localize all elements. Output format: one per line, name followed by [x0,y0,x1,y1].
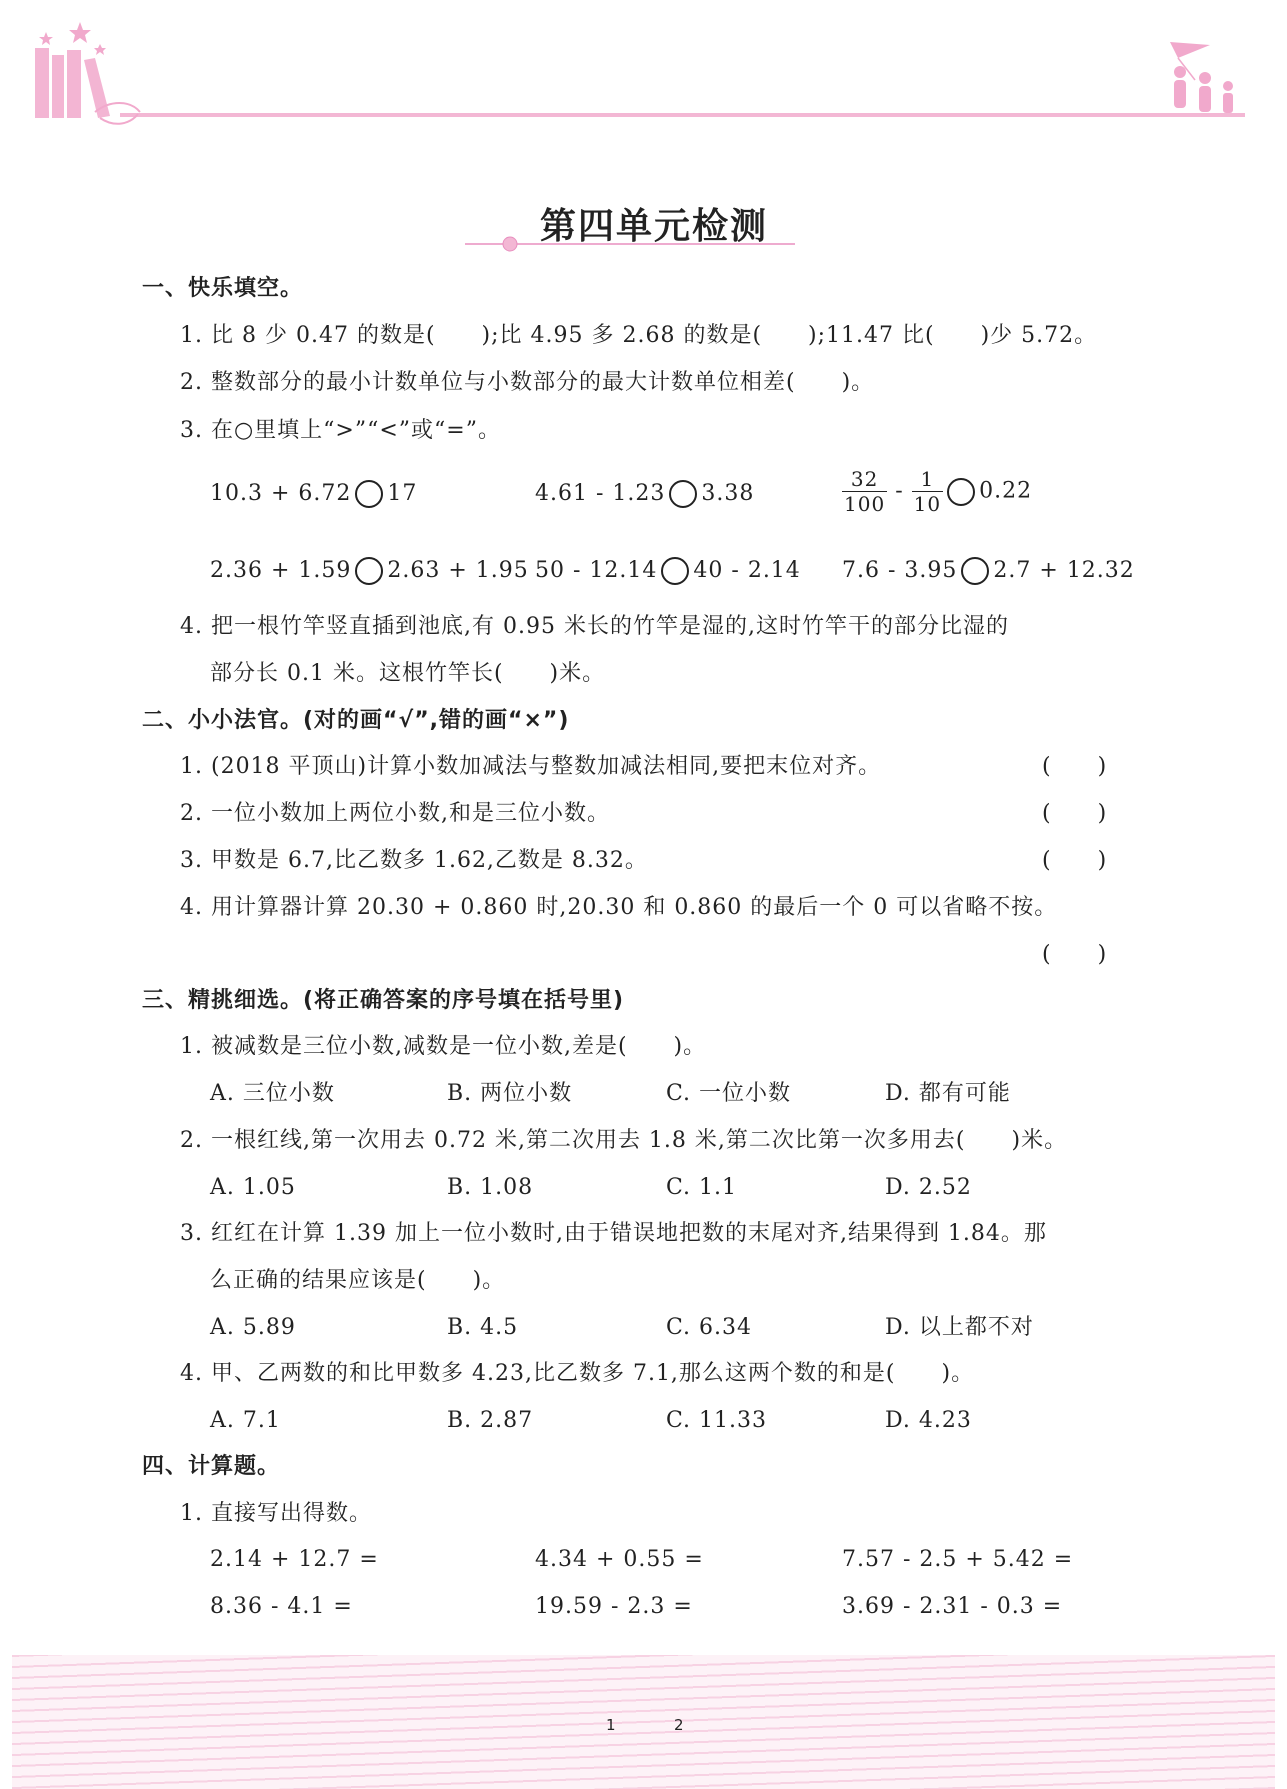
judge-item-1: 1. (2018 平顶山)计算小数加减法与整数加减法相同,要把末位对齐。 [180,754,882,779]
option-b[interactable]: B. 4.5 [447,1315,519,1340]
option-a[interactable]: A. 1.05 [210,1175,296,1200]
calc-question-1: 1. 直接写出得数。 [180,1501,372,1526]
compare-circle[interactable] [355,480,383,508]
choice-question-2: 2. 一根红线,第一次用去 0.72 米,第二次用去 1.8 米,第二次比第一次多用去( )米。 [180,1128,1068,1153]
choice-question-3-line2: 么正确的结果应该是( )。 [210,1268,506,1293]
section-heading-3: 三、精挑细选。(将正确答案的序号填在括号里) [142,988,625,1013]
fraction-1: $\frac{32}{100}$ [844,467,886,516]
option-a[interactable]: A. 7.1 [210,1408,281,1433]
option-c[interactable]: C. 6.34 [666,1315,753,1340]
comp-d-left: 2.36 + 1.59 [210,558,352,583]
option-d[interactable]: D. 都有可能 [885,1081,1011,1106]
choice-question-3-line1: 3. 红红在计算 1.39 加上一位小数时,由于错误地把数的末尾对齐,结果得到 1.84。那 [180,1221,1047,1246]
comp-e-left: 50 - 12.14 [535,558,658,583]
comp-e-right: 40 - 2.14 [693,558,801,583]
page-title: 第四单元检测 [540,205,769,247]
comp-d-right: 2.63 + 1.95 [387,558,529,583]
comparison-c [842,467,1032,516]
answer-paren[interactable]: ( ) [1042,754,1108,779]
compare-circle[interactable] [947,478,975,506]
choice-question-4: 4. 甲、乙两数的和比甲数多 4.23,比乙数多 7.1,那么这两个数的和是( )。 [180,1361,975,1386]
comp-a-left: 10.3 + 6.72 [210,481,352,506]
comparison-d [210,556,529,586]
comparison-f [842,556,1135,586]
compare-circle[interactable] [961,557,989,585]
option-b[interactable]: B. 两位小数 [447,1081,573,1106]
comp-b-right: 3.38 [701,481,755,506]
minus-sign: - [895,478,904,504]
calc-expression: 7.57 - 2.5 + 5.42 = [842,1547,1074,1572]
comparison-e [535,556,801,586]
comp-f-left: 7.6 - 3.95 [842,558,958,583]
compare-circle[interactable] [669,480,697,508]
answer-paren[interactable]: ( ) [1042,848,1108,873]
compare-circle[interactable] [661,557,689,585]
compare-circle[interactable] [355,557,383,585]
answer-paren[interactable]: ( ) [1042,942,1108,967]
option-b[interactable]: B. 1.08 [447,1175,534,1200]
comp-a-right: 17 [387,481,418,506]
option-a[interactable]: A. 5.89 [210,1315,296,1340]
question-1-4-line1: 4. 把一根竹竿竖直插到池底,有 0.95 米长的竹竿是湿的,这时竹竿干的部分比湿的 [180,614,1009,639]
calc-expression: 3.69 - 2.31 - 0.3 = [842,1594,1063,1619]
section-heading-4: 四、计算题。 [142,1454,281,1479]
books-icon [35,48,110,118]
family-kite-icon [1170,42,1233,113]
title-underline [465,236,795,252]
section-heading-1: 一、快乐填空。 [142,276,304,301]
judge-item-3: 3. 甲数是 6.7,比乙数多 1.62,乙数是 8.32。 [180,848,648,873]
comparison-a [210,479,417,509]
option-d[interactable]: D. 以上都不对 [885,1315,1034,1340]
footer-band [12,1655,1275,1789]
comp-b-left: 4.61 - 1.23 [535,481,666,506]
question-1-2: 2. 整数部分的最小计数单位与小数部分的最大计数单位相差( )。 [180,370,875,395]
option-c[interactable]: C. 11.33 [666,1408,768,1433]
page-number-right: 2 [674,1716,684,1734]
choice-question-1: 1. 被减数是三位小数,减数是一位小数,差是( )。 [180,1034,707,1059]
page-number-left: 1 [606,1716,616,1734]
option-c[interactable]: C. 一位小数 [666,1081,792,1106]
calc-expression: 2.14 + 12.7 = [210,1547,379,1572]
comparison-b [535,479,754,509]
option-d[interactable]: D. 4.23 [885,1408,972,1433]
judge-item-2: 2. 一位小数加上两位小数,和是三位小数。 [180,801,610,826]
option-a[interactable]: A. 三位小数 [210,1081,335,1106]
option-d[interactable]: D. 2.52 [885,1175,972,1200]
question-1-4-line2: 部分长 0.1 米。这根竹竿长( )米。 [210,661,606,686]
judge-item-4: 4. 用计算器计算 20.30 + 0.860 时,20.30 和 0.860 的最后一个 0 可以省略不按。 [180,895,1058,920]
answer-paren[interactable]: ( ) [1042,801,1108,826]
question-1-1: 1. 比 8 少 0.47 的数是( );比 4.95 多 2.68 的数是( );11.47 比( )少 5.72。 [180,323,1098,348]
header-decoration [0,0,1287,130]
comp-c-right: 0.22 [979,478,1033,504]
calc-expression: 8.36 - 4.1 = [210,1594,353,1619]
calc-expression: 19.59 - 2.3 = [535,1594,693,1619]
option-c[interactable]: C. 1.1 [666,1175,738,1200]
calc-expression: 4.34 + 0.55 = [535,1547,704,1572]
comp-f-right: 2.7 + 12.32 [993,558,1135,583]
question-1-3: 3. 在○里填上“>”“<”或“=”。 [180,418,501,443]
fraction-2: $\frac{1}{10}$ [913,467,942,516]
option-b[interactable]: B. 2.87 [447,1408,534,1433]
section-heading-2: 二、小小法官。(对的画“√”,错的画“×”) [142,708,570,733]
